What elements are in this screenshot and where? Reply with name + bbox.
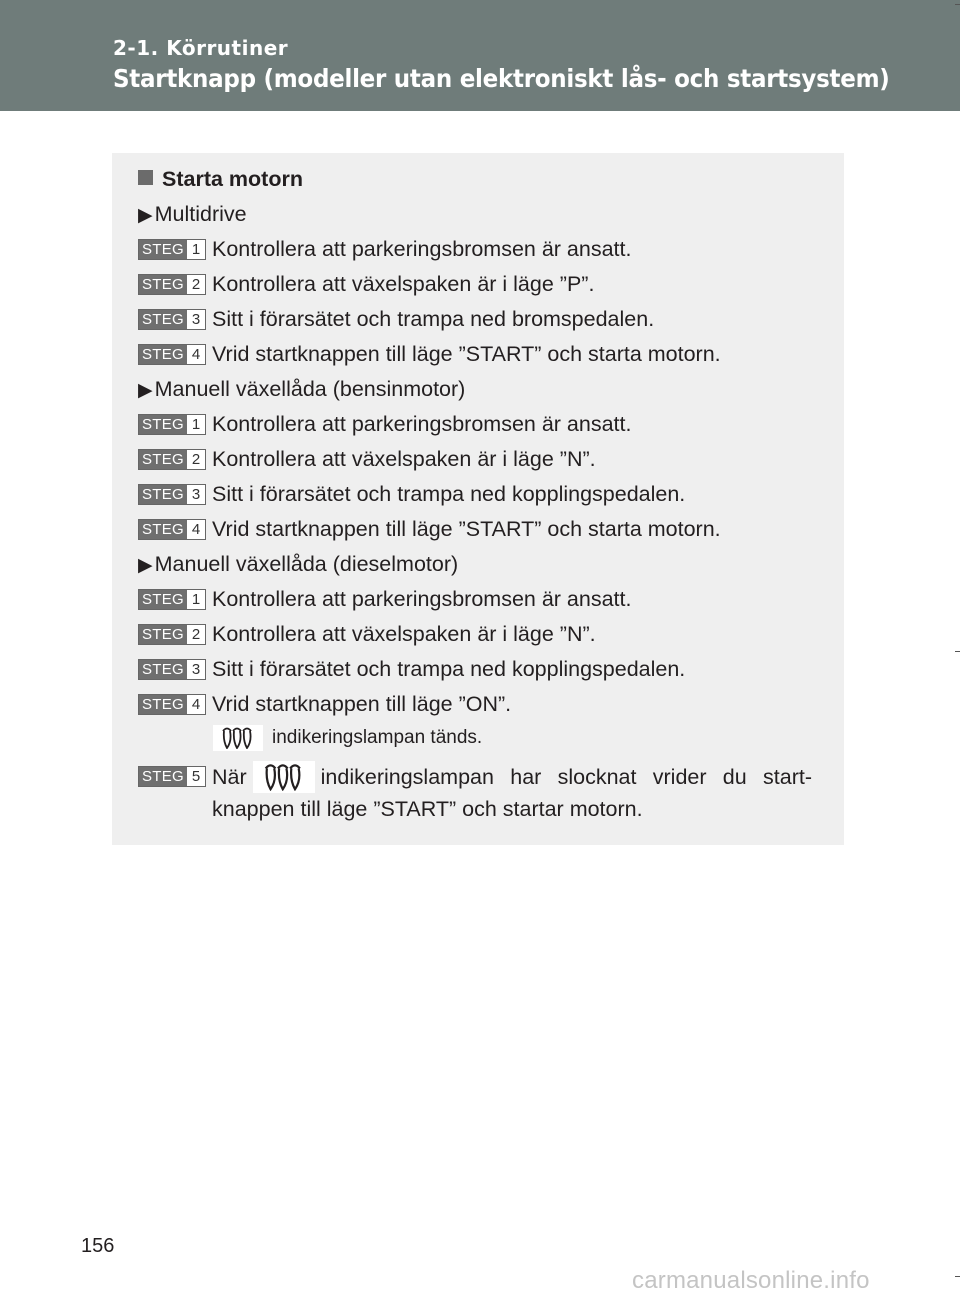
step-text: Kontrollera att växelspaken är i läge ”P”. xyxy=(212,272,595,296)
section-heading xyxy=(138,164,303,194)
heading-text: Starta motorn xyxy=(162,167,303,191)
group-label-petrol: ▶Manuell växellåda (bensinmotor) xyxy=(138,377,466,401)
section-label: 2-1. Körrutiner xyxy=(113,36,289,60)
step-badge: STEG 2 xyxy=(138,274,206,295)
step-text: Kontrollera att växelspaken är i läge ”N”. xyxy=(212,447,596,471)
group-label-diesel: ▶Manuell växellåda (dieselmotor) xyxy=(138,552,459,576)
indicator-note xyxy=(213,724,482,752)
step-badge: STEG 3 xyxy=(138,659,206,680)
triangle-arrow-icon: ▶ xyxy=(138,380,153,401)
step-badge: STEG 2 xyxy=(138,449,206,470)
step-text: Vrid startknappen till läge ”ON”. xyxy=(212,692,512,716)
step-badge: STEG 4 xyxy=(138,519,206,540)
step-text: Vrid startknappen till läge ”START” och starta motorn. xyxy=(212,517,721,541)
trim-mark xyxy=(955,651,960,652)
square-bullet-icon xyxy=(138,170,153,185)
glow-plug-indicator-icon xyxy=(253,761,315,793)
watermark: carmanualsonline.info xyxy=(632,1267,870,1294)
page-title: Startknapp (modeller utan elektroniskt lås- och startsystem) xyxy=(113,64,890,93)
step-text: Sitt i förarsätet och trampa ned kopplingspedalen. xyxy=(212,657,686,681)
trim-mark xyxy=(955,1276,960,1277)
step-badge: STEG 1 xyxy=(138,239,206,260)
step-badge: STEG 4 xyxy=(138,344,206,365)
step-5-paragraph xyxy=(212,760,812,824)
step-5-line2: knappen till läge ”START” och startar motorn. xyxy=(212,797,643,821)
trim-mark xyxy=(955,4,960,5)
triangle-arrow-icon: ▶ xyxy=(138,205,153,226)
step-badge: STEG 4 xyxy=(138,694,206,715)
indicator-note-text: indikeringslampan tänds. xyxy=(272,727,483,748)
glow-plug-indicator-icon xyxy=(213,725,263,751)
step-badge: STEG 3 xyxy=(138,484,206,505)
step-badge: STEG 1 xyxy=(138,589,206,610)
step-badge: STEG 1 xyxy=(138,414,206,435)
page-number: 156 xyxy=(81,1235,115,1257)
step-text: Vrid startknappen till läge ”START” och starta motorn. xyxy=(212,342,721,366)
step-badge: STEG 2 xyxy=(138,624,206,645)
step-text: Kontrollera att parkeringsbromsen är ansatt. xyxy=(212,587,632,611)
step-5-word-before: När xyxy=(212,765,247,789)
page-header xyxy=(0,0,960,111)
step-badge: STEG 3 xyxy=(138,309,206,330)
step-text: Kontrollera att parkeringsbromsen är ansatt. xyxy=(212,412,632,436)
step-text: Kontrollera att parkeringsbromsen är ansatt. xyxy=(212,237,632,261)
step-text: Kontrollera att växelspaken är i läge ”N”. xyxy=(212,622,596,646)
group-label-multidrive: ▶Multidrive xyxy=(138,202,247,226)
step-text: Sitt i förarsätet och trampa ned kopplingspedalen. xyxy=(212,482,686,506)
triangle-arrow-icon: ▶ xyxy=(138,555,153,576)
step-5-text-after: indikeringslampan har slocknat vrider du start- xyxy=(320,765,812,789)
step-text: Sitt i förarsätet och trampa ned bromspedalen. xyxy=(212,307,655,331)
step-badge: STEG 5 xyxy=(138,766,206,787)
